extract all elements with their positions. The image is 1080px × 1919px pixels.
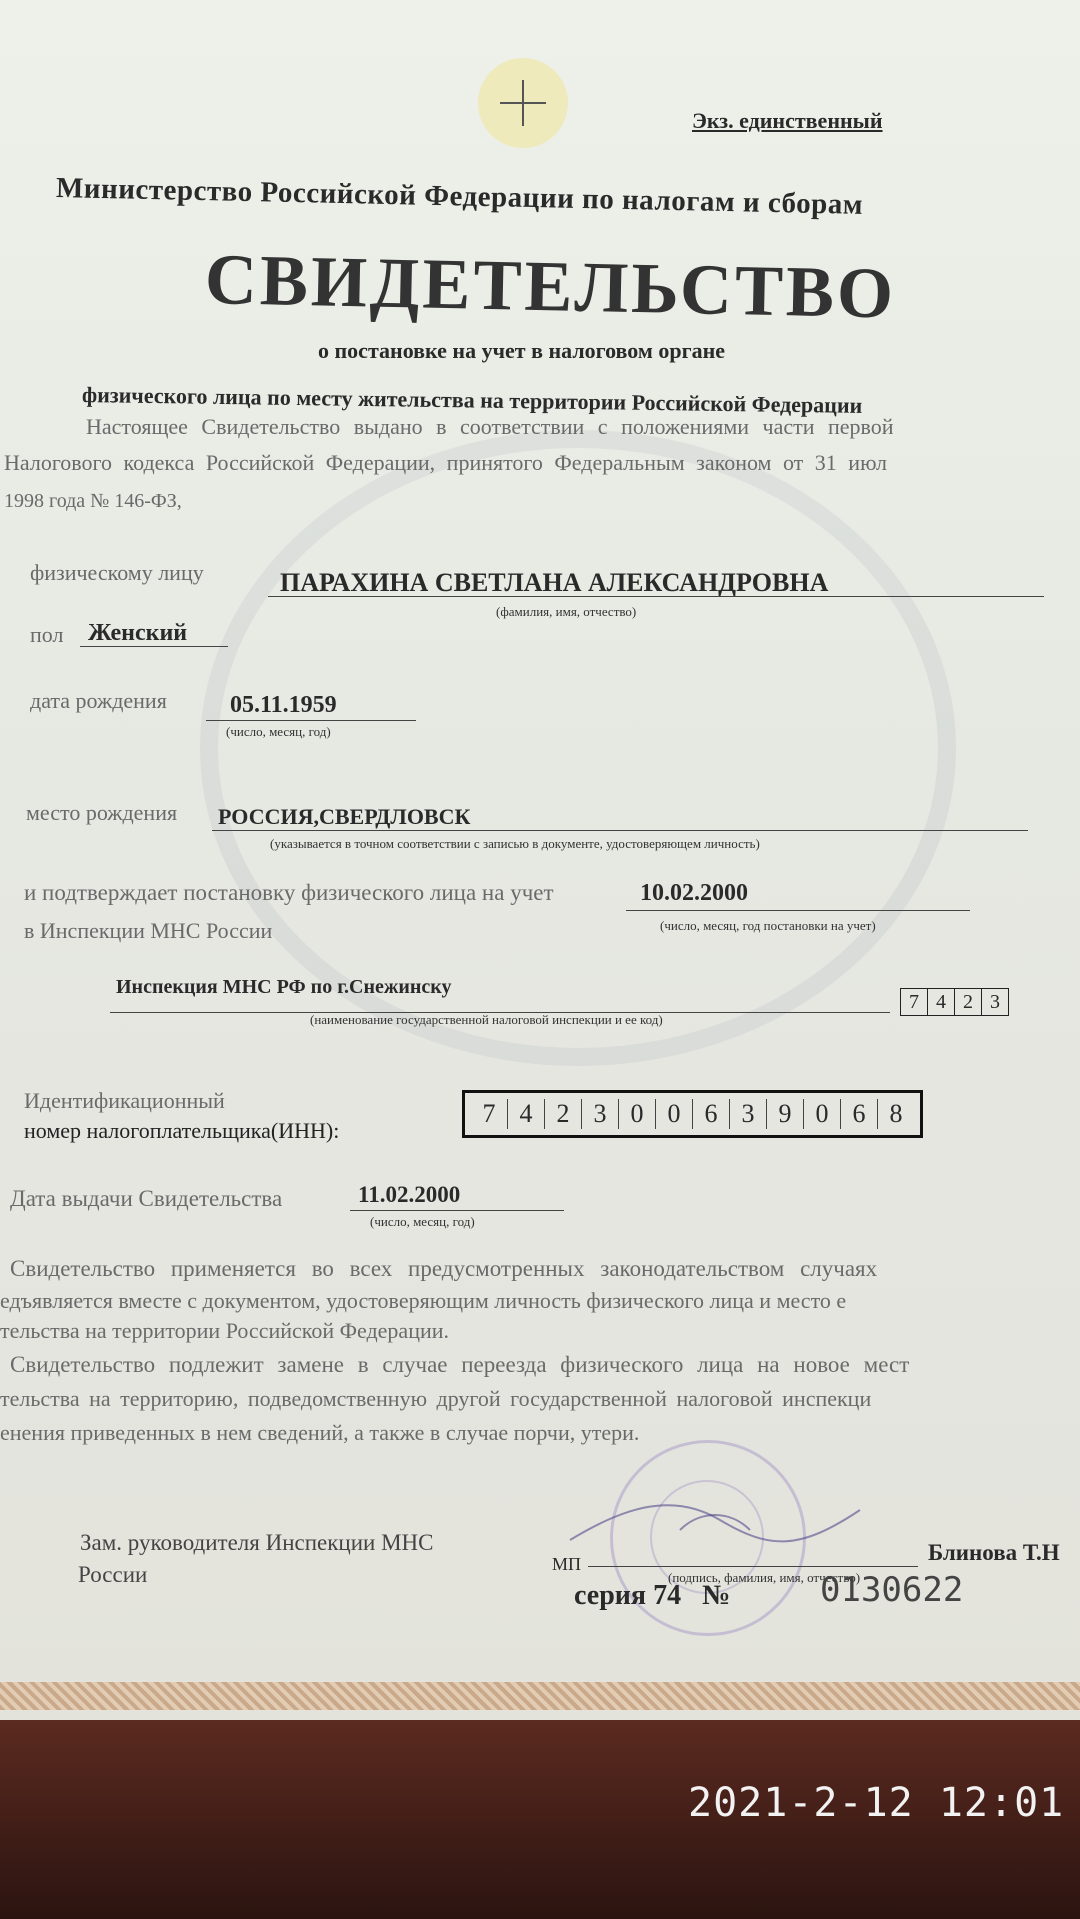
intro-line-2: Налогового кодекса Российской Федерации, принятого Федеральным законом от 31 июл — [4, 450, 887, 475]
birth-date-underline — [206, 720, 416, 721]
emblem-watermark — [200, 430, 956, 1066]
replacement-line-1: Свидетельство подлежит замене в случае переезда физического лица на новое мест — [10, 1352, 910, 1377]
number-label: № — [702, 1580, 731, 1611]
inspection-value: Инспекция МНС РФ по г.Снежинску — [116, 976, 452, 998]
birth-place-underline — [212, 830, 1028, 831]
inspection-hint: (наименование государственной налоговой инспекции и ее код) — [310, 1012, 663, 1027]
subtitle-line-2: физического лица по месту жительства на территории Российской Федерации — [81, 382, 863, 418]
issue-date-underline — [350, 1210, 564, 1211]
sex-value: Женский — [88, 620, 188, 646]
birth-date-hint: (число, месяц, год) — [226, 724, 331, 739]
signatory-name: Блинова Т.Н — [928, 1540, 1060, 1565]
code-digit: 4 — [928, 989, 955, 1015]
inspection-label: в Инспекции МНС России — [24, 918, 273, 943]
signatory-title-1: Зам. руководителя Инспекции МНС — [80, 1530, 434, 1555]
signatory-hint: (подпись, фамилия, имя, отчество) — [668, 1570, 861, 1585]
usage-line-2: едъявляется вместе с документом, удостоверяющим личность физического лица и место е — [0, 1288, 847, 1313]
registration-value: 10.02.2000 — [640, 880, 748, 906]
birth-date-value: 05.11.1959 — [230, 692, 337, 718]
registration-label: и подтверждает постановку физического лица на учет — [24, 880, 554, 905]
birth-date-label: дата рождения — [30, 688, 167, 713]
photo-timestamp: 2021-2-12 12:01 — [688, 1780, 1065, 1826]
ministry-heading: Министерство Российской Федерации по налогам и сборам — [55, 172, 864, 221]
document-title: СВИДЕТЕЛЬСТВО — [204, 239, 897, 334]
replacement-line-2: тельства на территорию, подведомственную другой государственной налоговой инспекци — [0, 1386, 872, 1411]
code-digit: 3 — [982, 989, 1009, 1015]
inspection-code — [900, 988, 1009, 1016]
inn-label-1: Идентификационный — [24, 1088, 225, 1113]
inn-digit: 8 — [889, 1099, 903, 1128]
person-underline — [268, 596, 1044, 597]
issue-date-label: Дата выдачи Свидетельства — [10, 1186, 283, 1211]
inn-digit: 2 — [545, 1099, 582, 1129]
stamp-place-label: МП — [552, 1554, 582, 1574]
issue-date-hint: (число, месяц, год) — [370, 1214, 475, 1229]
sex-underline — [80, 646, 228, 647]
person-value: ПАРАХИНА СВЕТЛАНА АЛЕКСАНДРОВНА — [280, 568, 829, 597]
certificate-number: 0130622 — [820, 1570, 964, 1610]
usage-line-1: Свидетельство применяется во всех предусмотренных законодательством случаях — [10, 1256, 878, 1281]
person-label: физическому лицу — [30, 560, 204, 585]
usage-line-3: тельства на территории Российской Федерации. — [0, 1318, 450, 1343]
copy-note: Экз. единственный — [692, 108, 883, 133]
series-block — [574, 1580, 730, 1612]
sex-label: пол — [30, 622, 64, 647]
inn-digit: 6 — [841, 1099, 878, 1129]
inn-number — [462, 1090, 923, 1138]
inn-digit: 4 — [508, 1099, 545, 1129]
subtitle-line-1: о постановке на учет в налоговом органе — [318, 338, 726, 363]
inn-digit: 3 — [582, 1099, 619, 1129]
intro-line-1: Настоящее Свидетельство выдано в соответствии с положениями части первой — [86, 414, 894, 439]
handwritten-signature — [560, 1480, 880, 1560]
issue-date-value: 11.02.2000 — [358, 1182, 461, 1207]
inn-digit: 0 — [619, 1099, 656, 1129]
birth-place-value: РОССИЯ,СВЕРДЛОВСК — [218, 804, 471, 829]
inn-digit: 3 — [730, 1099, 767, 1129]
crosshair-mark-icon — [478, 58, 568, 148]
inn-digit: 0 — [656, 1099, 693, 1129]
signatory-title-2: России — [78, 1562, 148, 1587]
signature-underline — [588, 1566, 918, 1567]
inn-label-2: номер налогоплательщика(ИНН): — [24, 1118, 340, 1143]
code-digit: 2 — [955, 989, 982, 1015]
intro-line-3: 1998 года № 146-ФЗ, — [4, 490, 182, 512]
registration-hint: (число, месяц, год постановки на учет) — [660, 918, 876, 933]
series-label: серия — [574, 1580, 647, 1611]
birth-place-label: место рождения — [26, 800, 178, 825]
person-hint: (фамилия, имя, отчество) — [496, 604, 637, 619]
inn-digit: 9 — [767, 1099, 804, 1129]
decorative-border — [0, 1682, 1080, 1710]
inn-digit: 7 — [471, 1099, 508, 1129]
registration-underline — [626, 910, 970, 911]
code-digit: 7 — [901, 989, 928, 1015]
replacement-line-3: енения приведенных в нем сведений, а также в случае порчи, утери. — [0, 1420, 640, 1445]
birth-place-hint: (указывается в точном соответствии с записью в документе, удостоверяющем личность) — [270, 836, 760, 851]
inn-digit: 0 — [804, 1099, 841, 1129]
inn-digit: 6 — [693, 1099, 730, 1129]
series-value: 74 — [653, 1580, 682, 1611]
